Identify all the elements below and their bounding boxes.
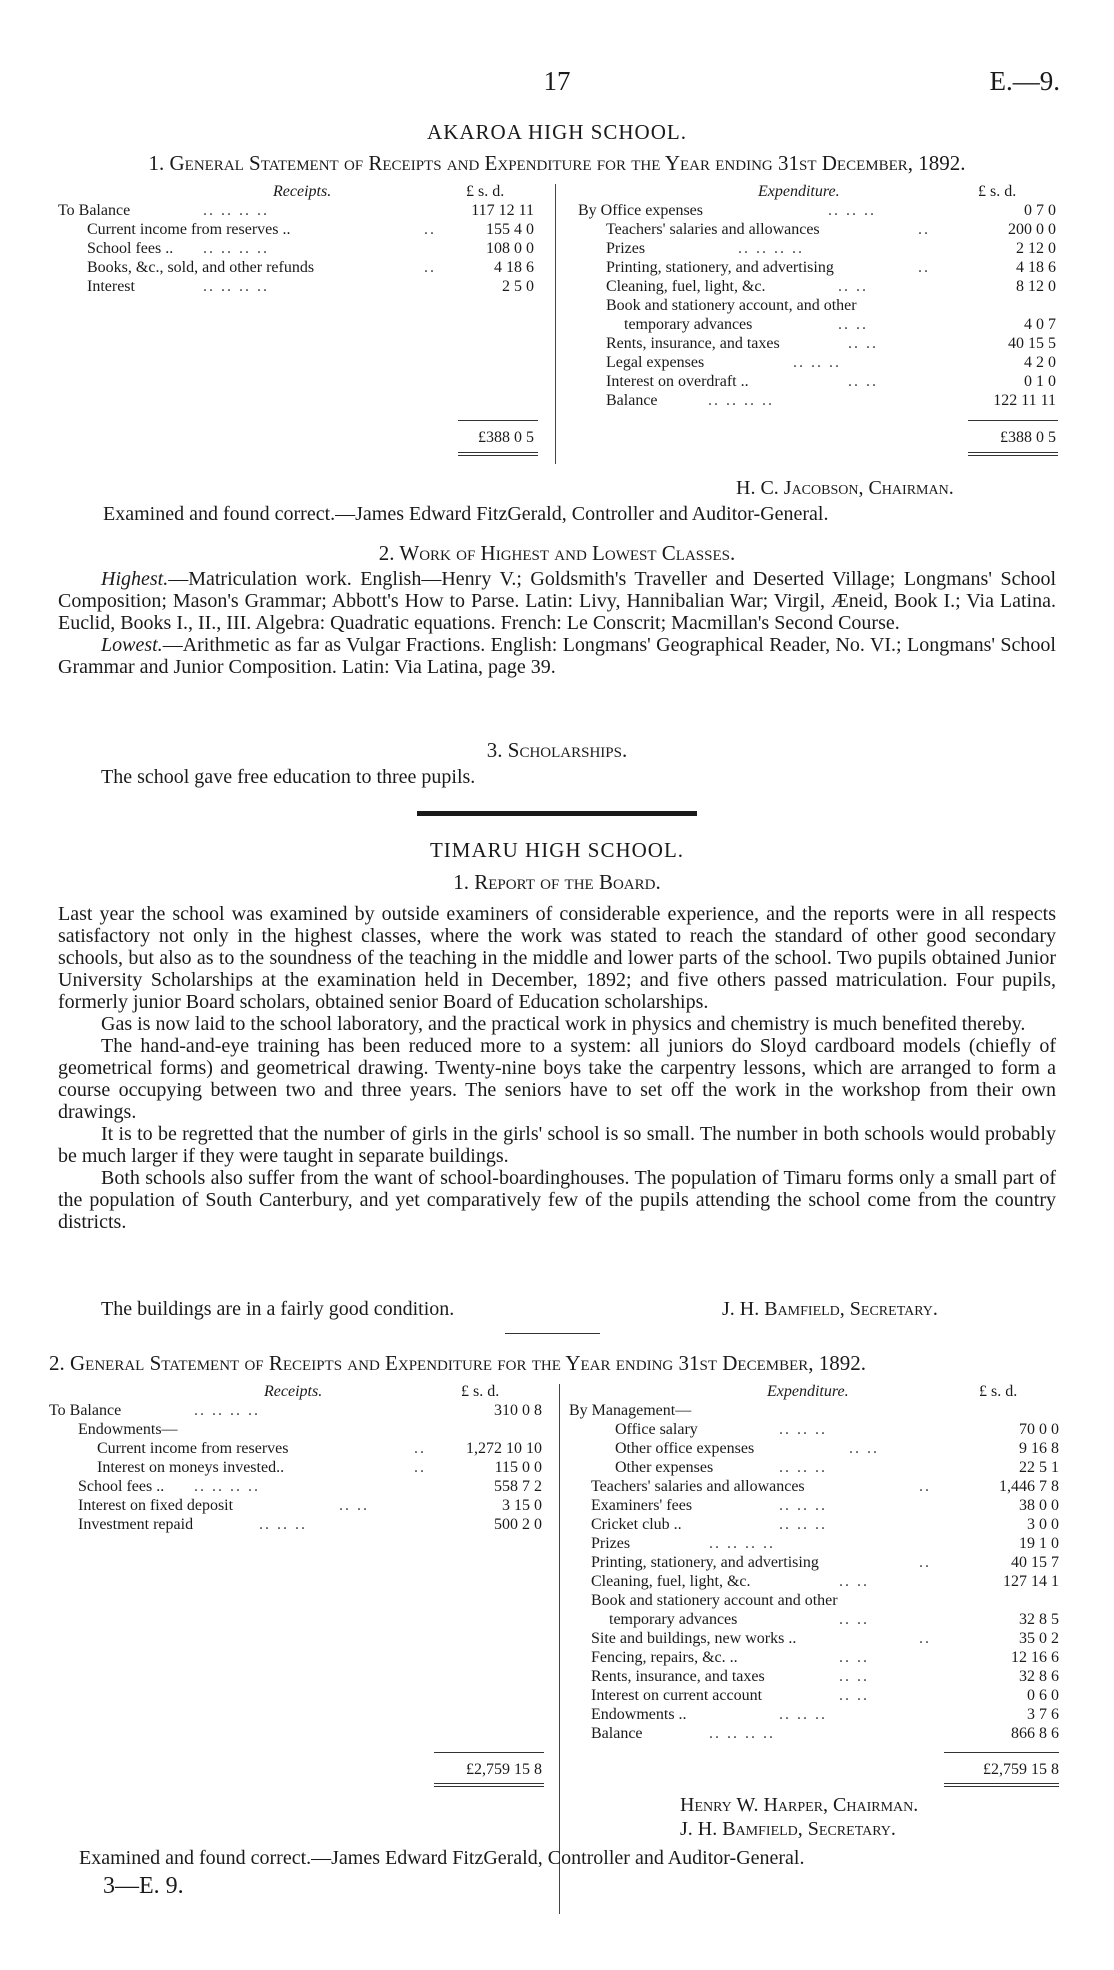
timaru-statement-heading: 2. General Statement of Receipts and Expenditure for the Year ending 31st December, 1892.: [49, 1351, 867, 1375]
section-divider: [417, 811, 697, 816]
total-rule: [434, 1786, 544, 1787]
total-rule: [968, 455, 1058, 456]
akaroa-title: AKAROA HIGH SCHOOL.: [427, 120, 687, 144]
timaru-secretary-2: J. H. Bamfield, Secretary.: [680, 1818, 896, 1840]
buildings-text: The buildings are in a fairly good condition.: [101, 1298, 455, 1320]
scholarships-heading: 3. Scholarships.: [486, 738, 628, 762]
total-rule: [968, 420, 1058, 421]
timaru-account-table: Receipts. £ s. d. Expenditure. £ s. d. To Balance .. .. .. .. 310 0 8 Endowments— Current income from reserves .. 1,272 10 10 Interest on moneys invested.. .. 115 0 0 School fees .. .. .. .. .. 558 7 2 Interest on fixed deposit .. .. 3 15 0 Investment repaid .. .. .. 500 2 0 By Management— Office salary .. .. .. 70 0 0 Other office expenses .. .. 9 16 8 Other expenses .. .. .. 22 5 1 Teachers' salaries and allowances .. 1,446 7 8 Examiners' fees .. .. .. 38 0 0 Cricket club .. .. .. .. 3 0 0 Prizes .. .. .. .. 19 1 0 Printing, stationery, and advertising .. 40 15 7 Cleaning, fuel, light, &c. .. .. 127 14 1 Book and stationery account and other temporary advances .. .. 32 8 5 Site and buildings, new works .. .. 35 0 2 Fencing, repairs, &c. .. .. .. 12 16 6 Rents, insurance, and taxes .. .. 32 8 6 Interest on current account .. .. 0 6 0 Endowments .. .. .. .. 3 7 6 Balance .. .. .. .. 866 8 6 £2,759 15 8 £2,759 15 8: [49, 1382, 1059, 1922]
board-report: [58, 903, 1056, 1233]
timaru-examined: Examined and found correct.—James Edward FitzGerald, Controller and Auditor-General.: [79, 1847, 805, 1869]
section-divider: [505, 1333, 600, 1334]
total-rule: [434, 1783, 544, 1784]
timaru-title: TIMARU HIGH SCHOOL.: [429, 838, 685, 862]
timaru-report-heading: 1. Report of the Board.: [453, 870, 661, 894]
expenditure-header: Expenditure.: [758, 183, 840, 200]
akaroa-examined: Examined and found correct.—James Edward FitzGerald, Controller and Auditor-General.: [103, 503, 829, 525]
total-rule: [944, 1786, 1059, 1787]
total-rule: [944, 1752, 1059, 1753]
expenditure-currency-header: £ s. d.: [979, 1383, 1018, 1400]
timaru-secretary-1: J. H. Bamfield, Secretary.: [722, 1298, 938, 1320]
total-rule: [458, 452, 538, 453]
report-paragraph: The hand-and-eye training has been reduced more to a system: all juniors do Sloyd cardboard models (chiefly of geometrical forms) and geometrical drawing. Twenty-nine boys take the carpentry lessons, which are arranged to form a course occupying between two and three years. The seniors have to set off the work in the workshop from their own drawings.: [58, 1035, 1056, 1123]
akaroa-account-table: Receipts. £ s. d. Expenditure. £ s. d. To Balance .. .. .. .. 117 12 11 Current income from reserves .. .. 155 4 0 School fees .. .. .. .. .. 108 0 0 Books, &c., sold, and other refunds .. 4 18 6 Interest .. .. .. .. 2 5 0 By Office expenses .. .. .. 0 7 0 Teachers' salaries and allowances .. 200 0 0 Prizes .. .. .. .. 2 12 0 Printing, stationery, and advertising .. 4 18 6 Cleaning, fuel, light, &c. .. .. 8 12 0 Book and stationery account, and other temporary advances .. .. 4 0 7 Rents, insurance, and taxes .. .. 40 15 5 Legal expenses .. .. .. 4 2 0 Interest on overdraft .. .. .. 0 1 0 Balance .. .. .. .. 122 11 11 £388 0 5 £388 0 5: [58, 182, 1058, 472]
total-rule: [944, 1783, 1059, 1784]
column-divider: [559, 1384, 560, 1914]
scholarships-text: The school gave free education to three pupils.: [101, 766, 476, 788]
receipts-header: Receipts.: [273, 183, 332, 200]
total-rule: [458, 420, 538, 421]
akaroa-statement-heading: 1. General Statement of Receipts and Expenditure for the Year ending 31st December, 1892.: [148, 151, 966, 175]
highest-label: Highest.: [101, 568, 169, 590]
report-code: E.—9.: [989, 66, 1060, 96]
lowest-text: —Arithmetic as far as Vulgar Fractions. English: Longmans' Geographical Reader, No. VI.; Longmans' School Grammar and Junior Composition. Latin: Via Latina, page 39.: [58, 634, 1056, 678]
timaru-chairman: Henry W. Harper, Chairman.: [680, 1794, 919, 1816]
report-paragraph: Both schools also suffer from the want of school-boardinghouses. The population of Timaru forms only a small part of the population of South Canterbury, and yet comparatively few of the pupils attending the school come from the country districts.: [58, 1167, 1056, 1233]
receipts-header: Receipts.: [264, 1383, 323, 1400]
page-signature: 3—E. 9.: [103, 1873, 184, 1899]
expenditure-header: Expenditure.: [767, 1383, 849, 1400]
total-rule: [968, 452, 1058, 453]
total-rule: [434, 1752, 544, 1753]
page-number: 17: [543, 66, 571, 96]
report-paragraph: It is to be regretted that the number of girls in the girls' school is so small. The number in both schools would probably be much larger if they were taught in separate buildings.: [58, 1123, 1056, 1167]
receipts-currency-header: £ s. d.: [461, 1383, 500, 1400]
report-paragraph: Last year the school was examined by outside examiners of considerable experience, and the reports were in all respects satisfactory not only in the highest classes, where the work was stated to reach the standard of other good secondary schools, but also as to the soundness of the teaching in the middle and lower parts of the school. Two pupils obtained Junior University Scholarships at the examination held in December, 1892; and five others passed matriculation. Four pupils, formerly junior Board scholars, obtained senior Board of Education scholarships.: [58, 903, 1056, 1013]
total-rule: [458, 455, 538, 456]
receipts-currency-header: £ s. d.: [466, 183, 505, 200]
akaroa-chairman: H. C. Jacobson, Chairman.: [736, 477, 954, 499]
highest-classes: [58, 568, 1056, 678]
expenditure-currency-header: £ s. d.: [978, 183, 1017, 200]
highest-text: —Matriculation work. English—Henry V.; Goldsmith's Traveller and Deserted Village; Longmans' School Composition; Mason's Grammar; Abbott's How to Parse. Latin: Livy, Hannibalian War; Virgil, Æneid, Book I.; Via Latina. Euclid, Books I., II., III. Algebra: Quadratic equations. French: Le Conscrit; Macmillan's Second Course.: [58, 568, 1056, 634]
lowest-label: Lowest.: [101, 634, 163, 656]
report-paragraph: Gas is now laid to the school laboratory, and the practical work in physics and chemistry is much benefited thereby.: [101, 1013, 1026, 1035]
column-divider: [555, 184, 556, 464]
akaroa-work-heading: 2. Work of Highest and Lowest Classes.: [378, 541, 736, 565]
